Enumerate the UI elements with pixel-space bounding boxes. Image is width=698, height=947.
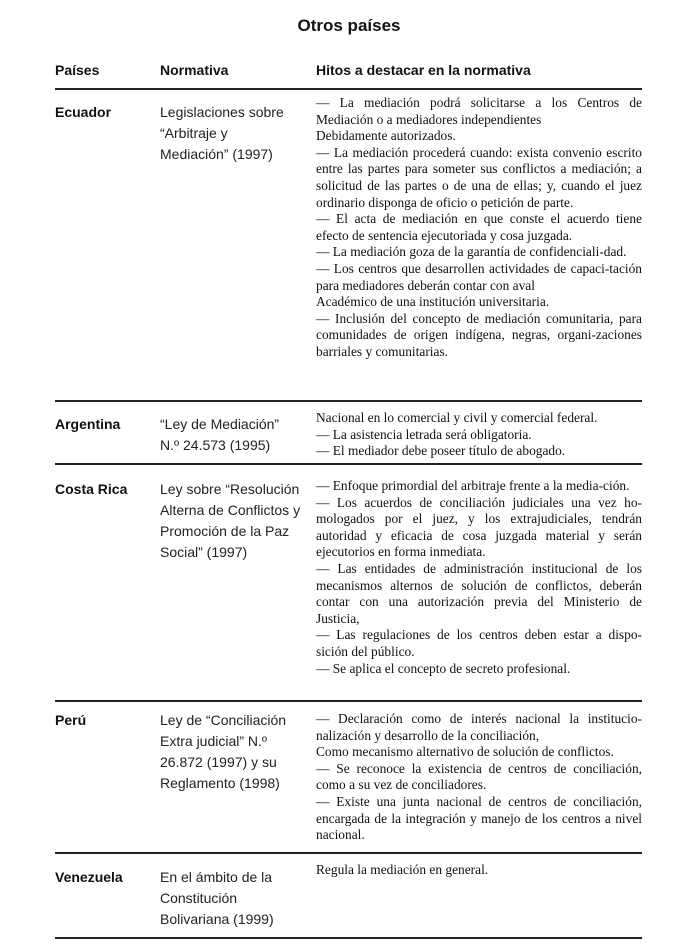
hito-item: — Inclusión del concepto de mediación comunitaria, para comunidades de origen indígena, negras, organi-zaciones barriales y comunitarias. <box>316 310 642 359</box>
row-normativa: Ley de “Conciliación Extra judicial” N.º 26.872 (1997) y su Reglamento (1998) <box>160 712 287 791</box>
row-hitos <box>316 90 642 361</box>
hito-item: — El mediador debe poseer título de abogado. <box>316 443 566 459</box>
table-row-ecuador <box>55 90 642 402</box>
hito-item: — Se reconoce la existencia de centros de conciliación, como a su vez de conciliadores. <box>316 760 642 793</box>
hito-item: — Enfoque primordial del arbitraje frente a la media-ción. <box>316 478 630 493</box>
table-row-peru <box>55 702 642 854</box>
row-normativa: “Ley de Mediación” N.º 24.573 (1995) <box>160 416 280 453</box>
hito-item: — La mediación podrá solicitarse a los Centros de Mediación o a mediadores independientes <box>316 95 642 127</box>
hito-item: — Las regulaciones de los centros deben estar a dispo-sición del público. <box>316 627 642 659</box>
row-pais: Perú <box>55 712 87 728</box>
row-hitos <box>316 702 642 844</box>
row-pais: Argentina <box>55 416 121 432</box>
hito-item: — El acta de mediación en que conste el acuerdo tiene efecto de sentencia ejecutoriada y cosa juzgada. <box>316 211 642 243</box>
hito-item: — La asistencia letrada será obligatoria. <box>316 426 532 442</box>
hito-item: — Existe una junta nacional de centros de conciliación, encargada de la integración y manejo de los centros a nivel nacional. <box>316 793 642 843</box>
row-hitos <box>316 854 642 879</box>
hito-item: — La mediación procederá cuando: exista convenio escrito entre las partes para someter sus conflictos a mediación; a solicitud de las partes o de una de ellas; y, cuando el juez ordinario disponga de oficio o petición de parte. <box>316 144 642 210</box>
hito-item: — La mediación goza de la garantía de confidenciali-dad. <box>316 244 627 260</box>
row-pais: Ecuador <box>55 104 112 120</box>
countries-table <box>55 60 642 939</box>
row-normativa: En el ámbito de la Constitución Bolivariana (1999) <box>160 869 274 927</box>
hito-item: Regula la mediación en general. <box>316 862 489 877</box>
row-pais: Costa Rica <box>55 481 128 497</box>
hito-item: Debidamente autorizados. <box>316 128 456 144</box>
row-normativa: Ley sobre “Resolución Alterna de Conflictos y Promoción de la Paz Social” (1997) <box>160 481 301 560</box>
hito-item: Nacional en lo comercial y civil y comercial federal. <box>316 410 598 425</box>
hito-item: Como mecanismo alternativo de solución de conflictos. <box>316 744 614 760</box>
header-hitos: Hitos a destacar en la normativa <box>316 62 531 78</box>
table-header <box>55 60 642 90</box>
row-hitos <box>316 465 642 677</box>
table-row-argentina <box>55 402 642 465</box>
hito-item: — Declaración como de interés nacional la institucio-nalización y desarrollo de la conciliación, <box>316 711 642 743</box>
header-paises: Países <box>55 62 100 78</box>
hito-item: Académico de una institución universitaria. <box>316 294 550 310</box>
table-row-venezuela <box>55 854 642 939</box>
row-normativa: Legislaciones sobre “Arbitraje y Mediación” (1997) <box>160 104 284 162</box>
table-row-costa-rica <box>55 465 642 702</box>
row-hitos <box>316 402 642 460</box>
row-pais: Venezuela <box>55 869 123 885</box>
hito-item: — Los acuerdos de conciliación judiciales una vez ho-mologados por el juez, y los extrajudiciales, tendrán autoridad y eficacia de cosa juzgada material y serán ejecutorios en forma inmediata. <box>316 494 642 560</box>
header-normativa: Normativa <box>160 62 229 78</box>
hito-item: — Las entidades de administración institucional de los mecanismos alternos de solución de conflictos, deberán contar con una autorización previa del Ministerio de Justicia, <box>316 560 642 626</box>
page-title: Otros países <box>297 16 401 35</box>
hito-item: — Los centros que desarrollen actividades de capaci-tación para mediadores deberán contar con aval <box>316 260 642 293</box>
hito-item: — Se aplica el concepto de secreto profesional. <box>316 660 571 676</box>
